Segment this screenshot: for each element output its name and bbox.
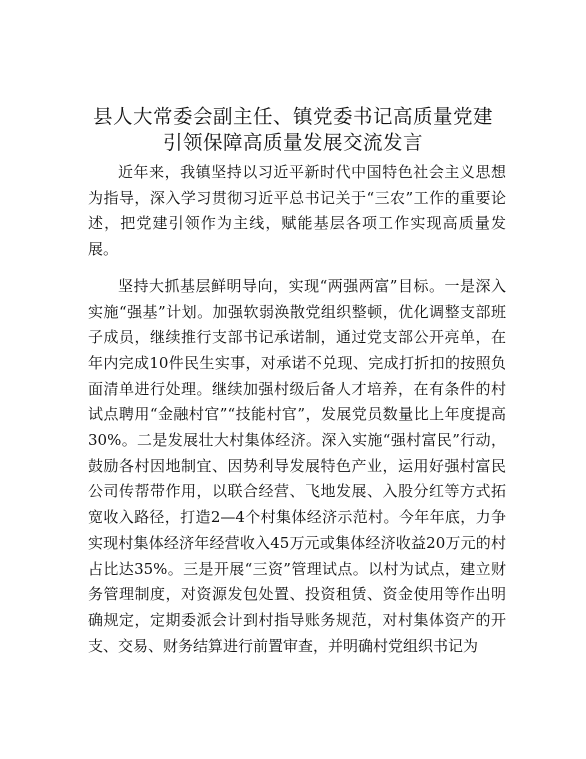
title-line-1: 县人大常委会副主任、镇党委书记高质量党建 (92, 105, 493, 128)
title-line-2: 引领保障高质量发展交流发言 (162, 131, 423, 154)
document-title (60, 104, 526, 156)
paragraph-grassroots: 坚持大抓基层鲜明导向，实现“两强两富”目标。一是深入实施“强基”计划。加强软弱涣散党组织整顿，优化调整支部班子成员，继续推行支部书记承诺制，通过党支部公开亮单，在年内完成10件民生实事，对承诺不兑现、完成打折扣的按照负面清单进行处理。继续加强村级后备人才培养，在有条件的村试点聘用“金融村官”“技能村官”，发展党员数量比上年度提高30%。二是发展壮大村集体经济。深入实施“强村富民”行动，鼓励各村因地制宜、因势利导发展特色产业，运用好强村富民公司传帮带作用，以联合经营、飞地发展、入股分红等方式拓宽收入路径，打造2—4个村集体经济示范村。今年年底，力争实现村集体经济年经营收入45万元或集体经济收益20万元的村占比达35%。三是开展“三资”管理试点。以村为试点，建立财务管理制度，对资源发包处置、投资租赁、资金使用等作出明确规定，定期委派会计到村指导账务规范，对村集体资产的开支、交易、财务结算进行前置审查，并明确村党组织书记为 (88, 276, 506, 655)
document-body (88, 160, 506, 659)
paragraph-intro: 近年来，我镇坚持以习近平新时代中国特色社会主义思想为指导，深入学习贯彻习近平总书记关于“三农”工作的重要论述，把党建引领作为主线，赋能基层各项工作实现高质量发展。 (88, 163, 506, 259)
